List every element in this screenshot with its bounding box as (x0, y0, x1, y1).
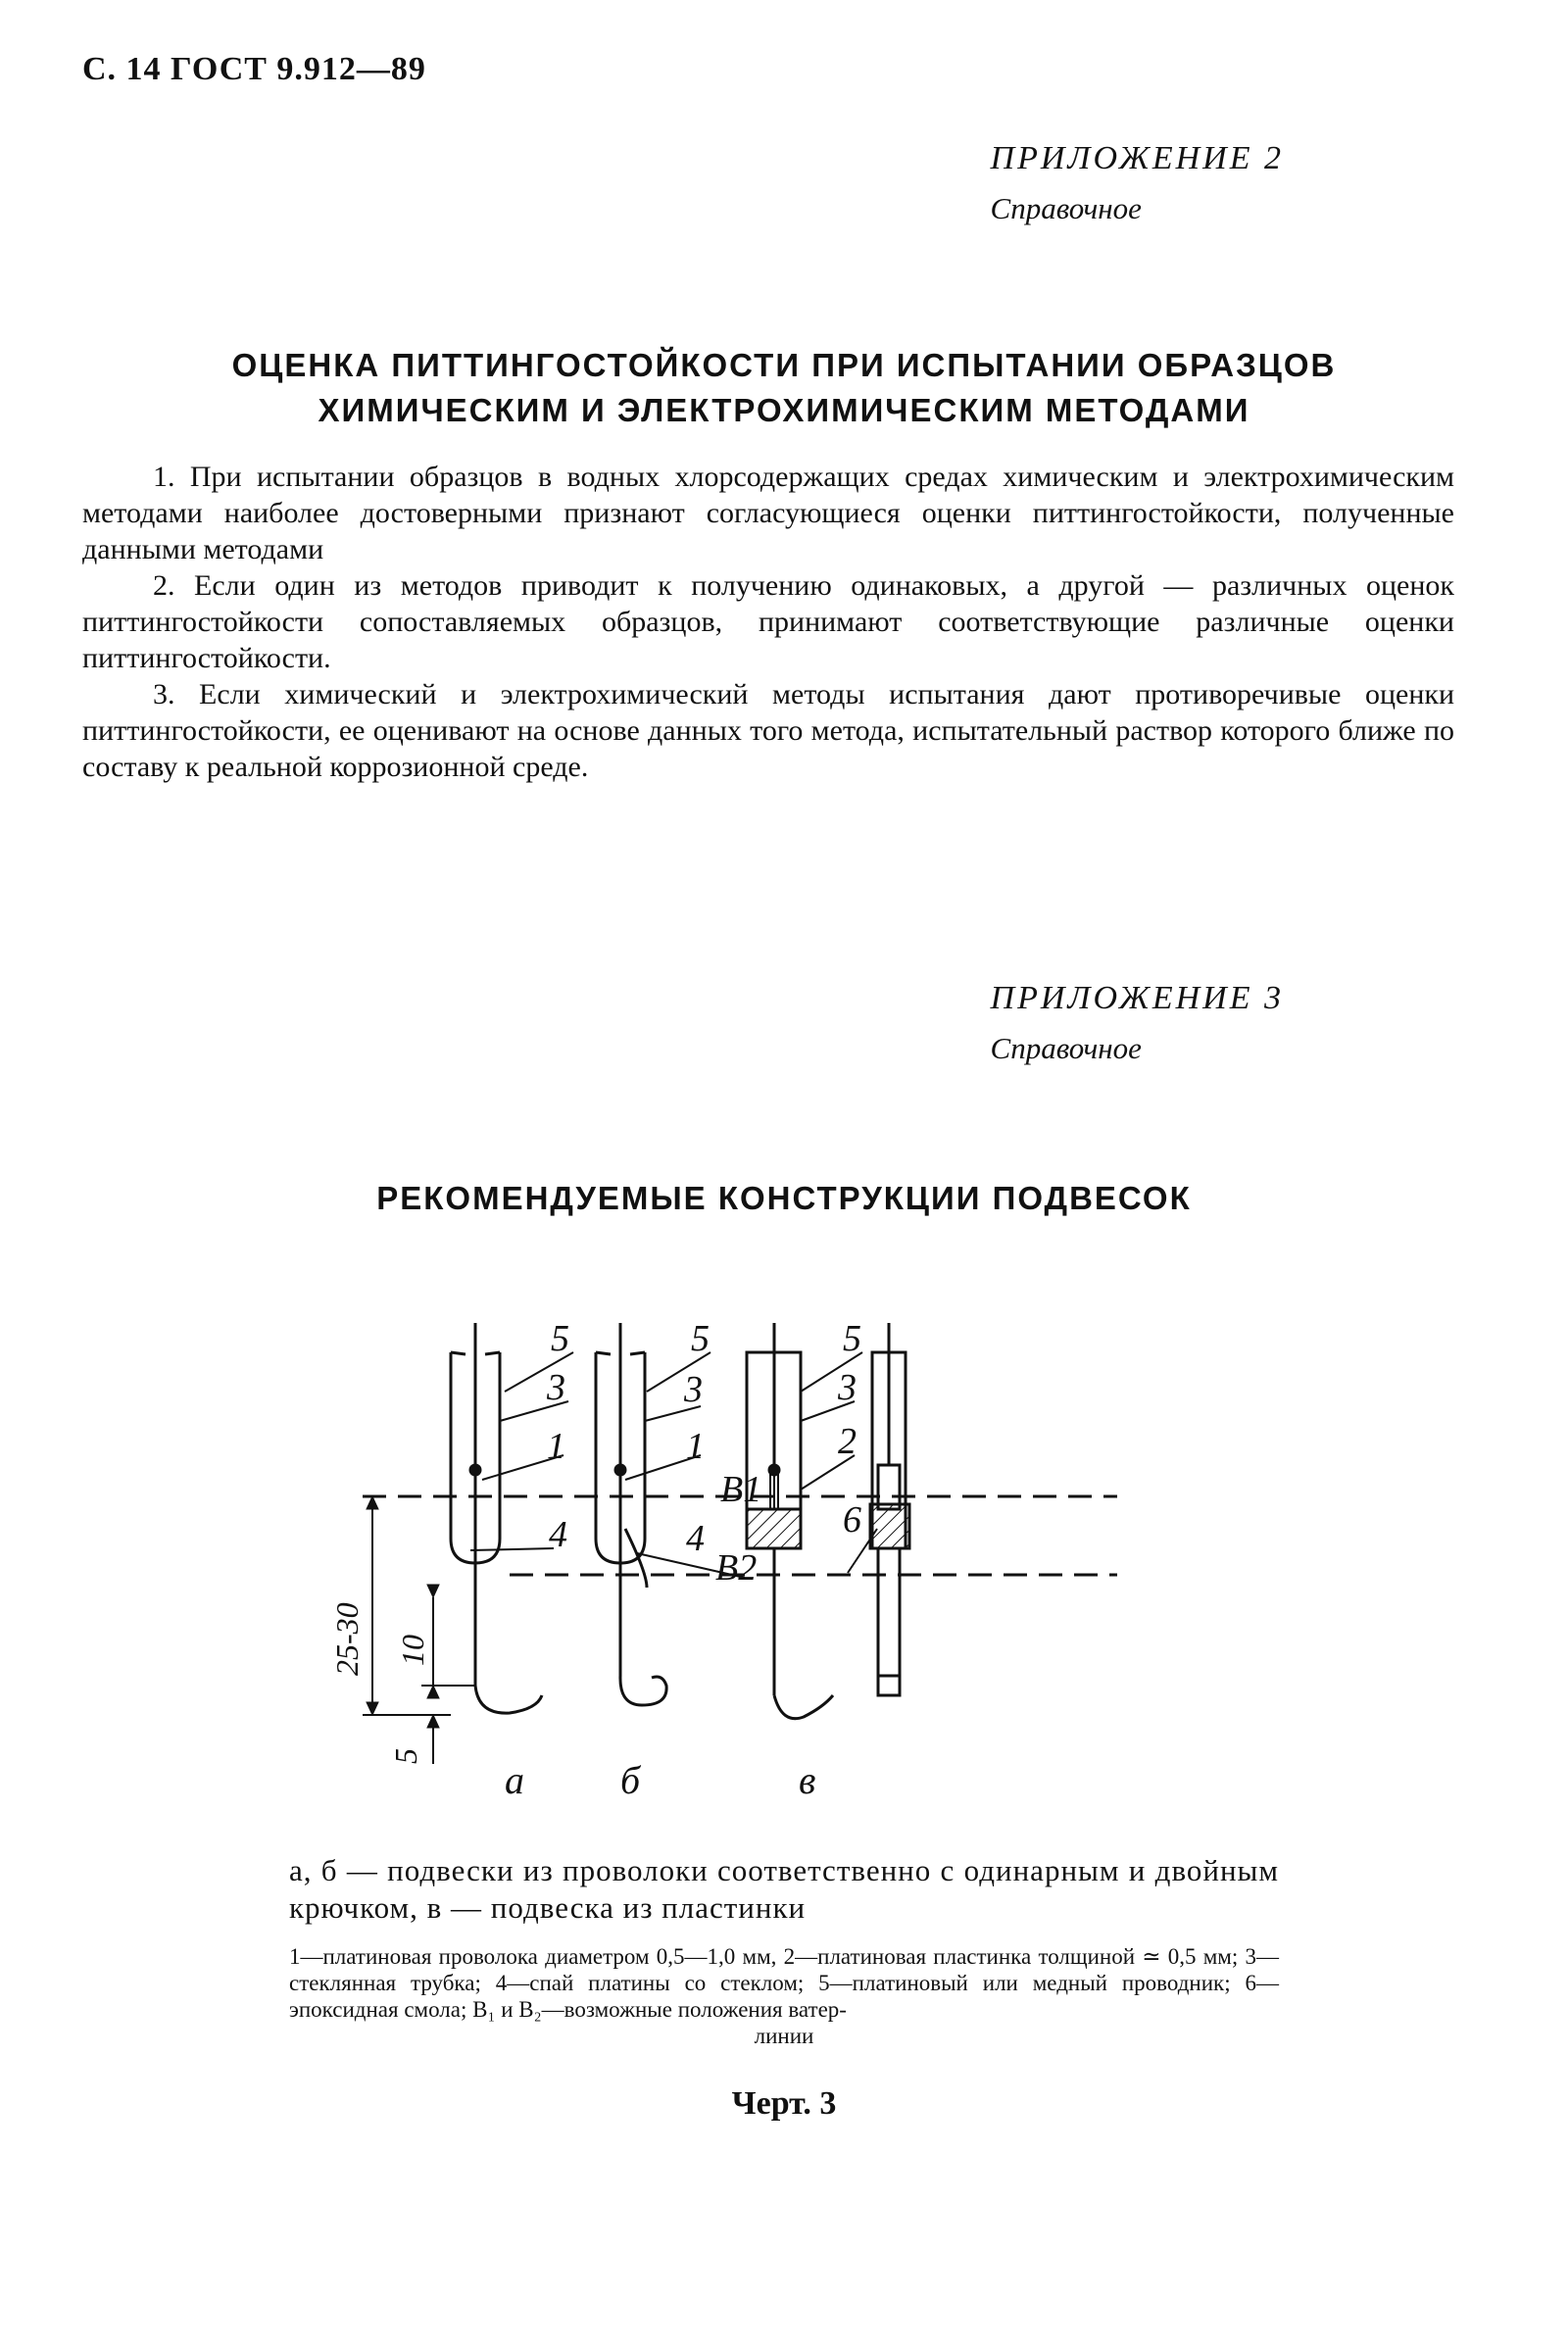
appendix-2-block (991, 140, 1284, 226)
label-2-v: 2 (838, 1421, 857, 1462)
figure-caption: а, б — подвески из проволоки соответственно с одинарным и двойным крючком, в — подвеска из пластинки (289, 1853, 1279, 1925)
label-4-b: 4 (686, 1518, 705, 1559)
section-1-title-line-2: ХИМИЧЕСКИМ И ЭЛЕКТРОХИМИЧЕСКИМ МЕТОДАМИ (318, 392, 1250, 428)
figure-legend (289, 1943, 1279, 2049)
figure-number: Черт. 3 (731, 2085, 837, 2122)
appendix-3-block (991, 980, 1284, 1066)
variant-b-label: б (620, 1758, 641, 1802)
suspension-drawing-svg (314, 1294, 1147, 1842)
suspension-drawing (314, 1294, 1147, 1842)
page-header: С. 14 ГОСТ 9.912—89 (82, 51, 426, 87)
variant-a-label: а (505, 1758, 524, 1802)
paragraph-1: 1. При испытании образцов в водных хлорсодержащих средах химическим и электрохимическим методами наиболее достоверными признают согласующиеся оценки питтингостойкости, полученные данными методами (82, 461, 1454, 565)
label-b1: B1 (720, 1469, 762, 1510)
suspension-a (451, 1294, 542, 1713)
section-1-title (0, 343, 1568, 433)
suspension-v-front (747, 1323, 833, 1719)
section-2-title: РЕКОМЕНДУЕМЫЕ КОНСТРУКЦИИ ПОДВЕСОК (376, 1180, 1192, 1216)
dimension-25-30: 25-30 (329, 1602, 365, 1676)
label-3-a: 3 (547, 1367, 565, 1408)
paragraph-2: 2. Если один из методов приводит к получению одинаковых, а другой — различных оценок питтингостойкости сопоставляемых образцов, принимают соответствующие различные оценки питтингостойкости. (82, 569, 1454, 674)
section-1-body (82, 459, 1454, 785)
label-1-b: 1 (686, 1426, 705, 1467)
suspension-v-side (870, 1323, 909, 1695)
appendix-3-subtitle: Справочное (990, 1031, 1142, 1065)
appendix-2-subtitle: Справочное (990, 191, 1142, 225)
label-3-b: 3 (684, 1369, 703, 1410)
dimension-10: 10 (395, 1635, 430, 1666)
label-5-a: 5 (551, 1318, 569, 1359)
label-5-b: 5 (691, 1318, 710, 1359)
variant-v-label: в (799, 1758, 816, 1802)
label-b2: B2 (715, 1547, 758, 1589)
label-3-v: 3 (838, 1367, 857, 1408)
label-5-v: 5 (843, 1318, 861, 1359)
label-4-a: 4 (549, 1514, 567, 1555)
appendix-3-title: ПРИЛОЖЕНИЕ 3 (990, 980, 1284, 1016)
label-1-a: 1 (547, 1426, 565, 1467)
figure-legend-text: 1—платиновая проволока диаметром 0,5—1,0 мм, 2—платиновая пластинка толщиной ≃ 0,5 мм; 3—стеклянная трубка; 4—спай платины со стеклом; 5—платиновый или медный проводник; 6—эпоксидная смола; B₁ и B₂—возможные положения ватер- (289, 1944, 1279, 2022)
section-1-title-line-1: ОЦЕНКА ПИТТИНГОСТОЙКОСТИ ПРИ ИСПЫТАНИИ ОБРАЗЦОВ (231, 347, 1337, 383)
paragraph-3: 3. Если химический и электрохимический методы испытания дают противоречивые оценки питтингостойкости, ее оценивают на основе данных того метода, испытательный раствор которого ближе по составу к реальной коррозионной среде. (82, 678, 1454, 783)
appendix-2-title: ПРИЛОЖЕНИЕ 2 (990, 140, 1284, 176)
dimension-5: 5 (388, 1748, 423, 1764)
figure-legend-last: линии (754, 2024, 814, 2048)
suspension-b (596, 1323, 666, 1705)
label-6-v: 6 (843, 1499, 861, 1541)
